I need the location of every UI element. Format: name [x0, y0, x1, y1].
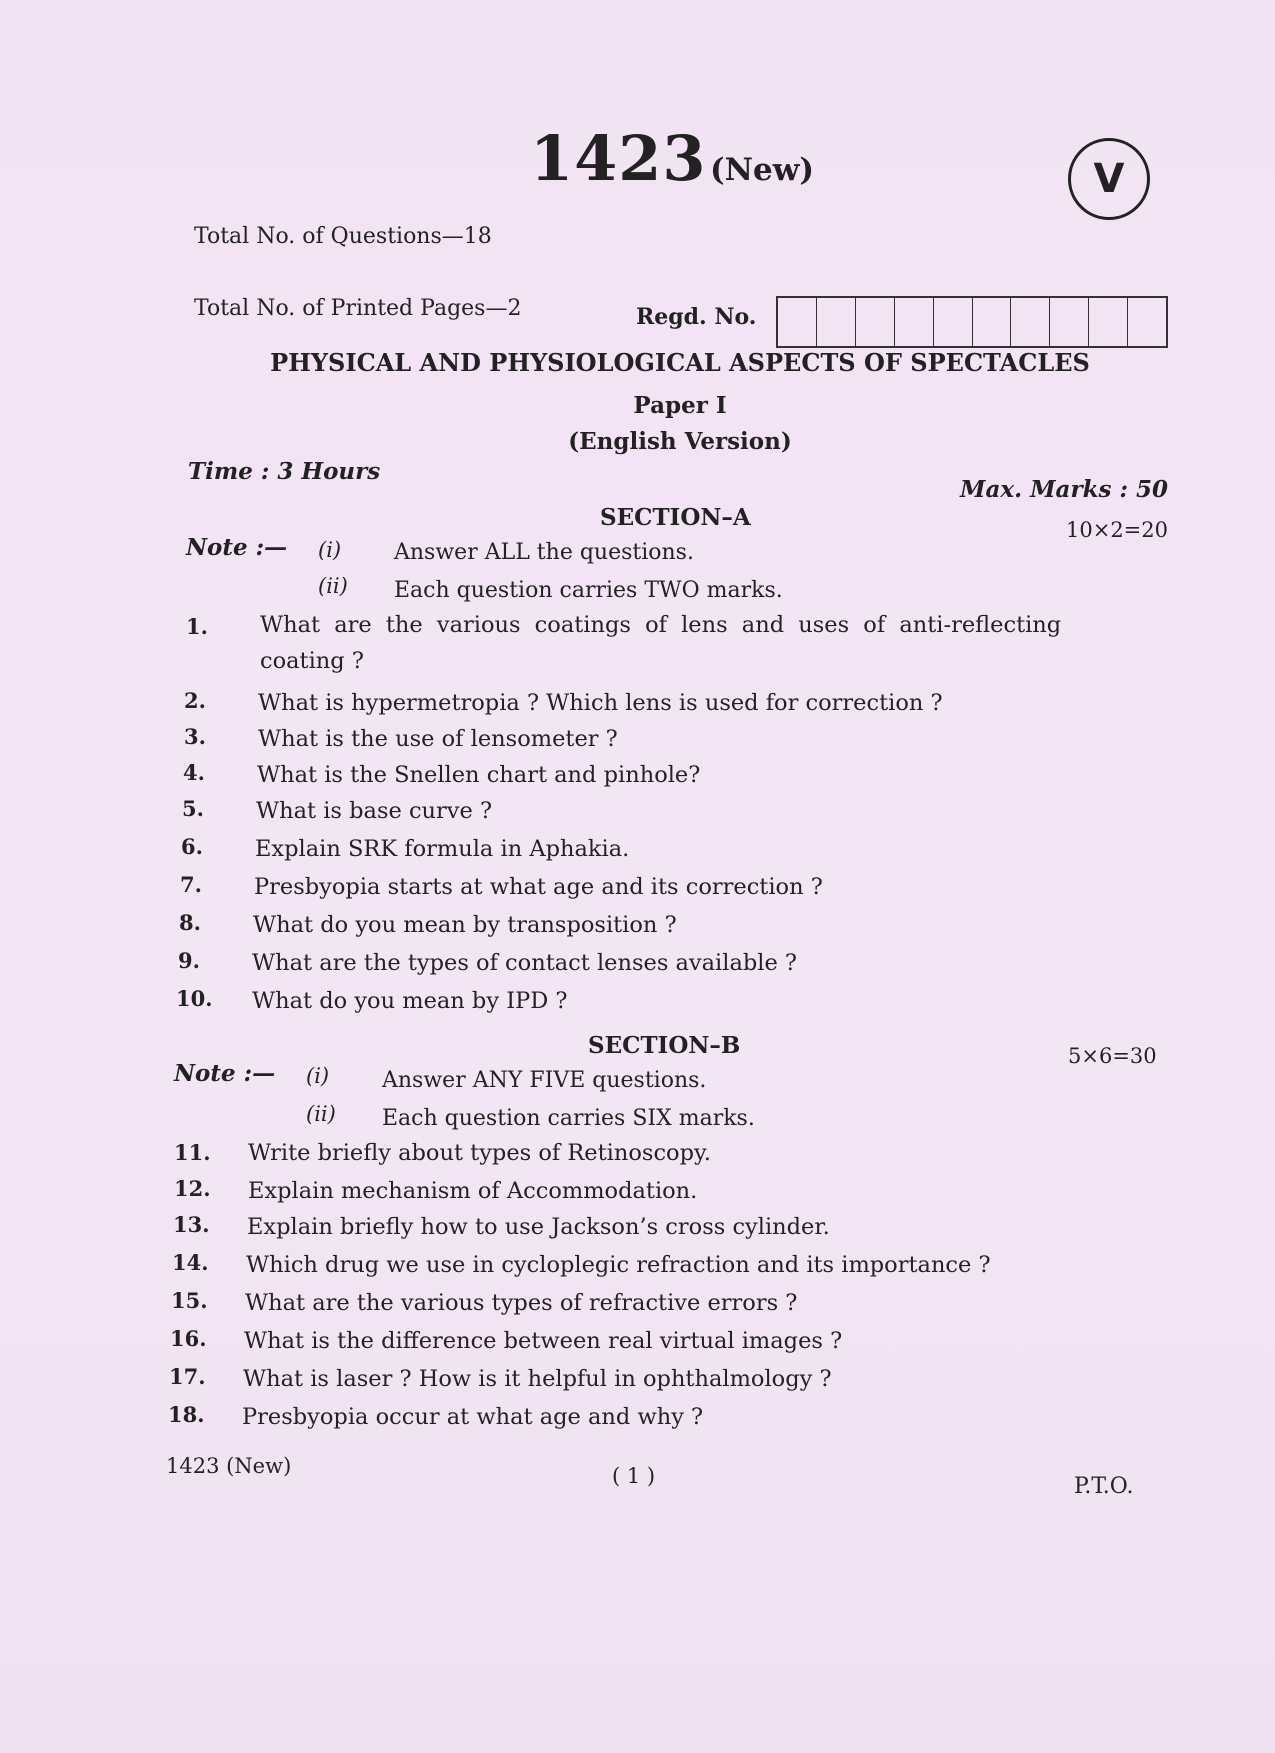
- regd-digit-box[interactable]: [934, 298, 973, 346]
- footer-page-number: ( 1 ): [612, 1464, 656, 1488]
- note-item-number: (ii): [306, 1102, 336, 1126]
- paper-code-suffix: (New): [710, 152, 815, 188]
- regd-digit-box[interactable]: [895, 298, 934, 346]
- question-text: Explain briefly how to use Jackson’s cross cylinder.: [247, 1214, 830, 1240]
- section-a-title: SECTION–A: [600, 504, 751, 531]
- question-number: 5.: [182, 796, 204, 821]
- note-item-text: Each question carries SIX marks.: [382, 1106, 755, 1131]
- regd-digit-box[interactable]: [973, 298, 1012, 346]
- question-number: 2.: [184, 688, 206, 713]
- subject-title: PHYSICAL AND PHYSIOLOGICAL ASPECTS OF SPECTACLES: [270, 348, 1090, 377]
- question-number: 8.: [179, 910, 201, 935]
- question-number: 15.: [171, 1288, 208, 1313]
- question-text: Explain mechanism of Accommodation.: [248, 1178, 698, 1204]
- question-text: What is the difference between real virtual images ?: [244, 1328, 843, 1354]
- regd-digit-box[interactable]: [1089, 298, 1128, 346]
- section-b-title: SECTION–B: [588, 1032, 741, 1059]
- question-text: What is the Snellen chart and pinhole?: [257, 762, 701, 788]
- note-item-text: Answer ANY FIVE questions.: [382, 1068, 707, 1093]
- question-number: 1.: [186, 614, 208, 639]
- regd-digit-box[interactable]: [817, 298, 856, 346]
- footer-paper-code: 1423 (New): [166, 1454, 292, 1478]
- question-number: 12.: [174, 1176, 211, 1201]
- regd-digit-box[interactable]: [1050, 298, 1089, 346]
- question-number: 18.: [168, 1402, 205, 1427]
- regd-no-boxes[interactable]: [776, 296, 1168, 348]
- question-number: 14.: [172, 1250, 209, 1275]
- question-text: What are the various types of refractive errors ?: [245, 1290, 798, 1316]
- paper-number: Paper I: [633, 392, 727, 419]
- question-number: 7.: [180, 872, 202, 897]
- question-text: What are the various coatings of lens and uses of anti-reflecting: [260, 612, 1062, 638]
- question-number: 3.: [184, 724, 206, 749]
- paper-code-number: 1423: [530, 122, 707, 195]
- question-number: 9.: [178, 948, 200, 973]
- question-text: What is laser ? How is it helpful in ophthalmology ?: [243, 1366, 832, 1392]
- exam-duration: Time : 3 Hours: [188, 458, 381, 485]
- question-number: 13.: [173, 1212, 210, 1237]
- regd-digit-box[interactable]: [778, 298, 817, 346]
- total-printed-pages: Total No. of Printed Pages—2: [194, 296, 522, 321]
- version-mark-letter: V: [1093, 156, 1125, 202]
- section-b-note-label: Note :—: [174, 1060, 276, 1087]
- question-number: 11.: [174, 1140, 211, 1165]
- section-a-note-label: Note :—: [186, 534, 288, 561]
- regd-digit-box[interactable]: [1128, 298, 1166, 346]
- question-text-continued: coating ?: [260, 648, 364, 674]
- version-mark-circle: [1068, 138, 1150, 220]
- regd-digit-box[interactable]: [1011, 298, 1050, 346]
- question-text: What is base curve ?: [256, 798, 493, 824]
- language-version: (English Version): [568, 428, 792, 455]
- note-item-text: Each question carries TWO marks.: [394, 578, 783, 603]
- note-item-text: Answer ALL the questions.: [394, 540, 694, 565]
- question-text: What is the use of lensometer ?: [258, 726, 618, 752]
- question-text: What do you mean by transposition ?: [253, 912, 677, 938]
- question-number: 16.: [170, 1326, 207, 1351]
- total-questions: Total No. of Questions—18: [194, 224, 492, 249]
- section-a-marks: 10×2=20: [1066, 518, 1168, 542]
- footer-pto: P.T.O.: [1074, 1474, 1134, 1499]
- question-text: Explain SRK formula in Aphakia.: [255, 836, 630, 862]
- question-number: 6.: [181, 834, 203, 859]
- question-text: Which drug we use in cycloplegic refraction and its importance ?: [246, 1252, 991, 1278]
- question-text: Presbyopia starts at what age and its correction ?: [254, 874, 823, 900]
- section-b-marks: 5×6=30: [1068, 1044, 1157, 1068]
- question-text: What do you mean by IPD ?: [252, 988, 568, 1014]
- question-text: Presbyopia occur at what age and why ?: [242, 1404, 704, 1430]
- note-item-number: (i): [306, 1064, 330, 1088]
- question-number: 10.: [176, 986, 213, 1011]
- note-item-number: (i): [318, 538, 342, 562]
- question-text: What are the types of contact lenses available ?: [252, 950, 797, 976]
- regd-digit-box[interactable]: [856, 298, 895, 346]
- question-text: What is hypermetropia ? Which lens is used for correction ?: [258, 690, 943, 716]
- max-marks: Max. Marks : 50: [960, 476, 1168, 503]
- question-number: 4.: [183, 760, 205, 785]
- question-number: 17.: [169, 1364, 206, 1389]
- note-item-number: (ii): [318, 574, 348, 598]
- regd-no-label: Regd. No.: [636, 304, 757, 330]
- question-text: Write briefly about types of Retinoscopy.: [248, 1140, 711, 1166]
